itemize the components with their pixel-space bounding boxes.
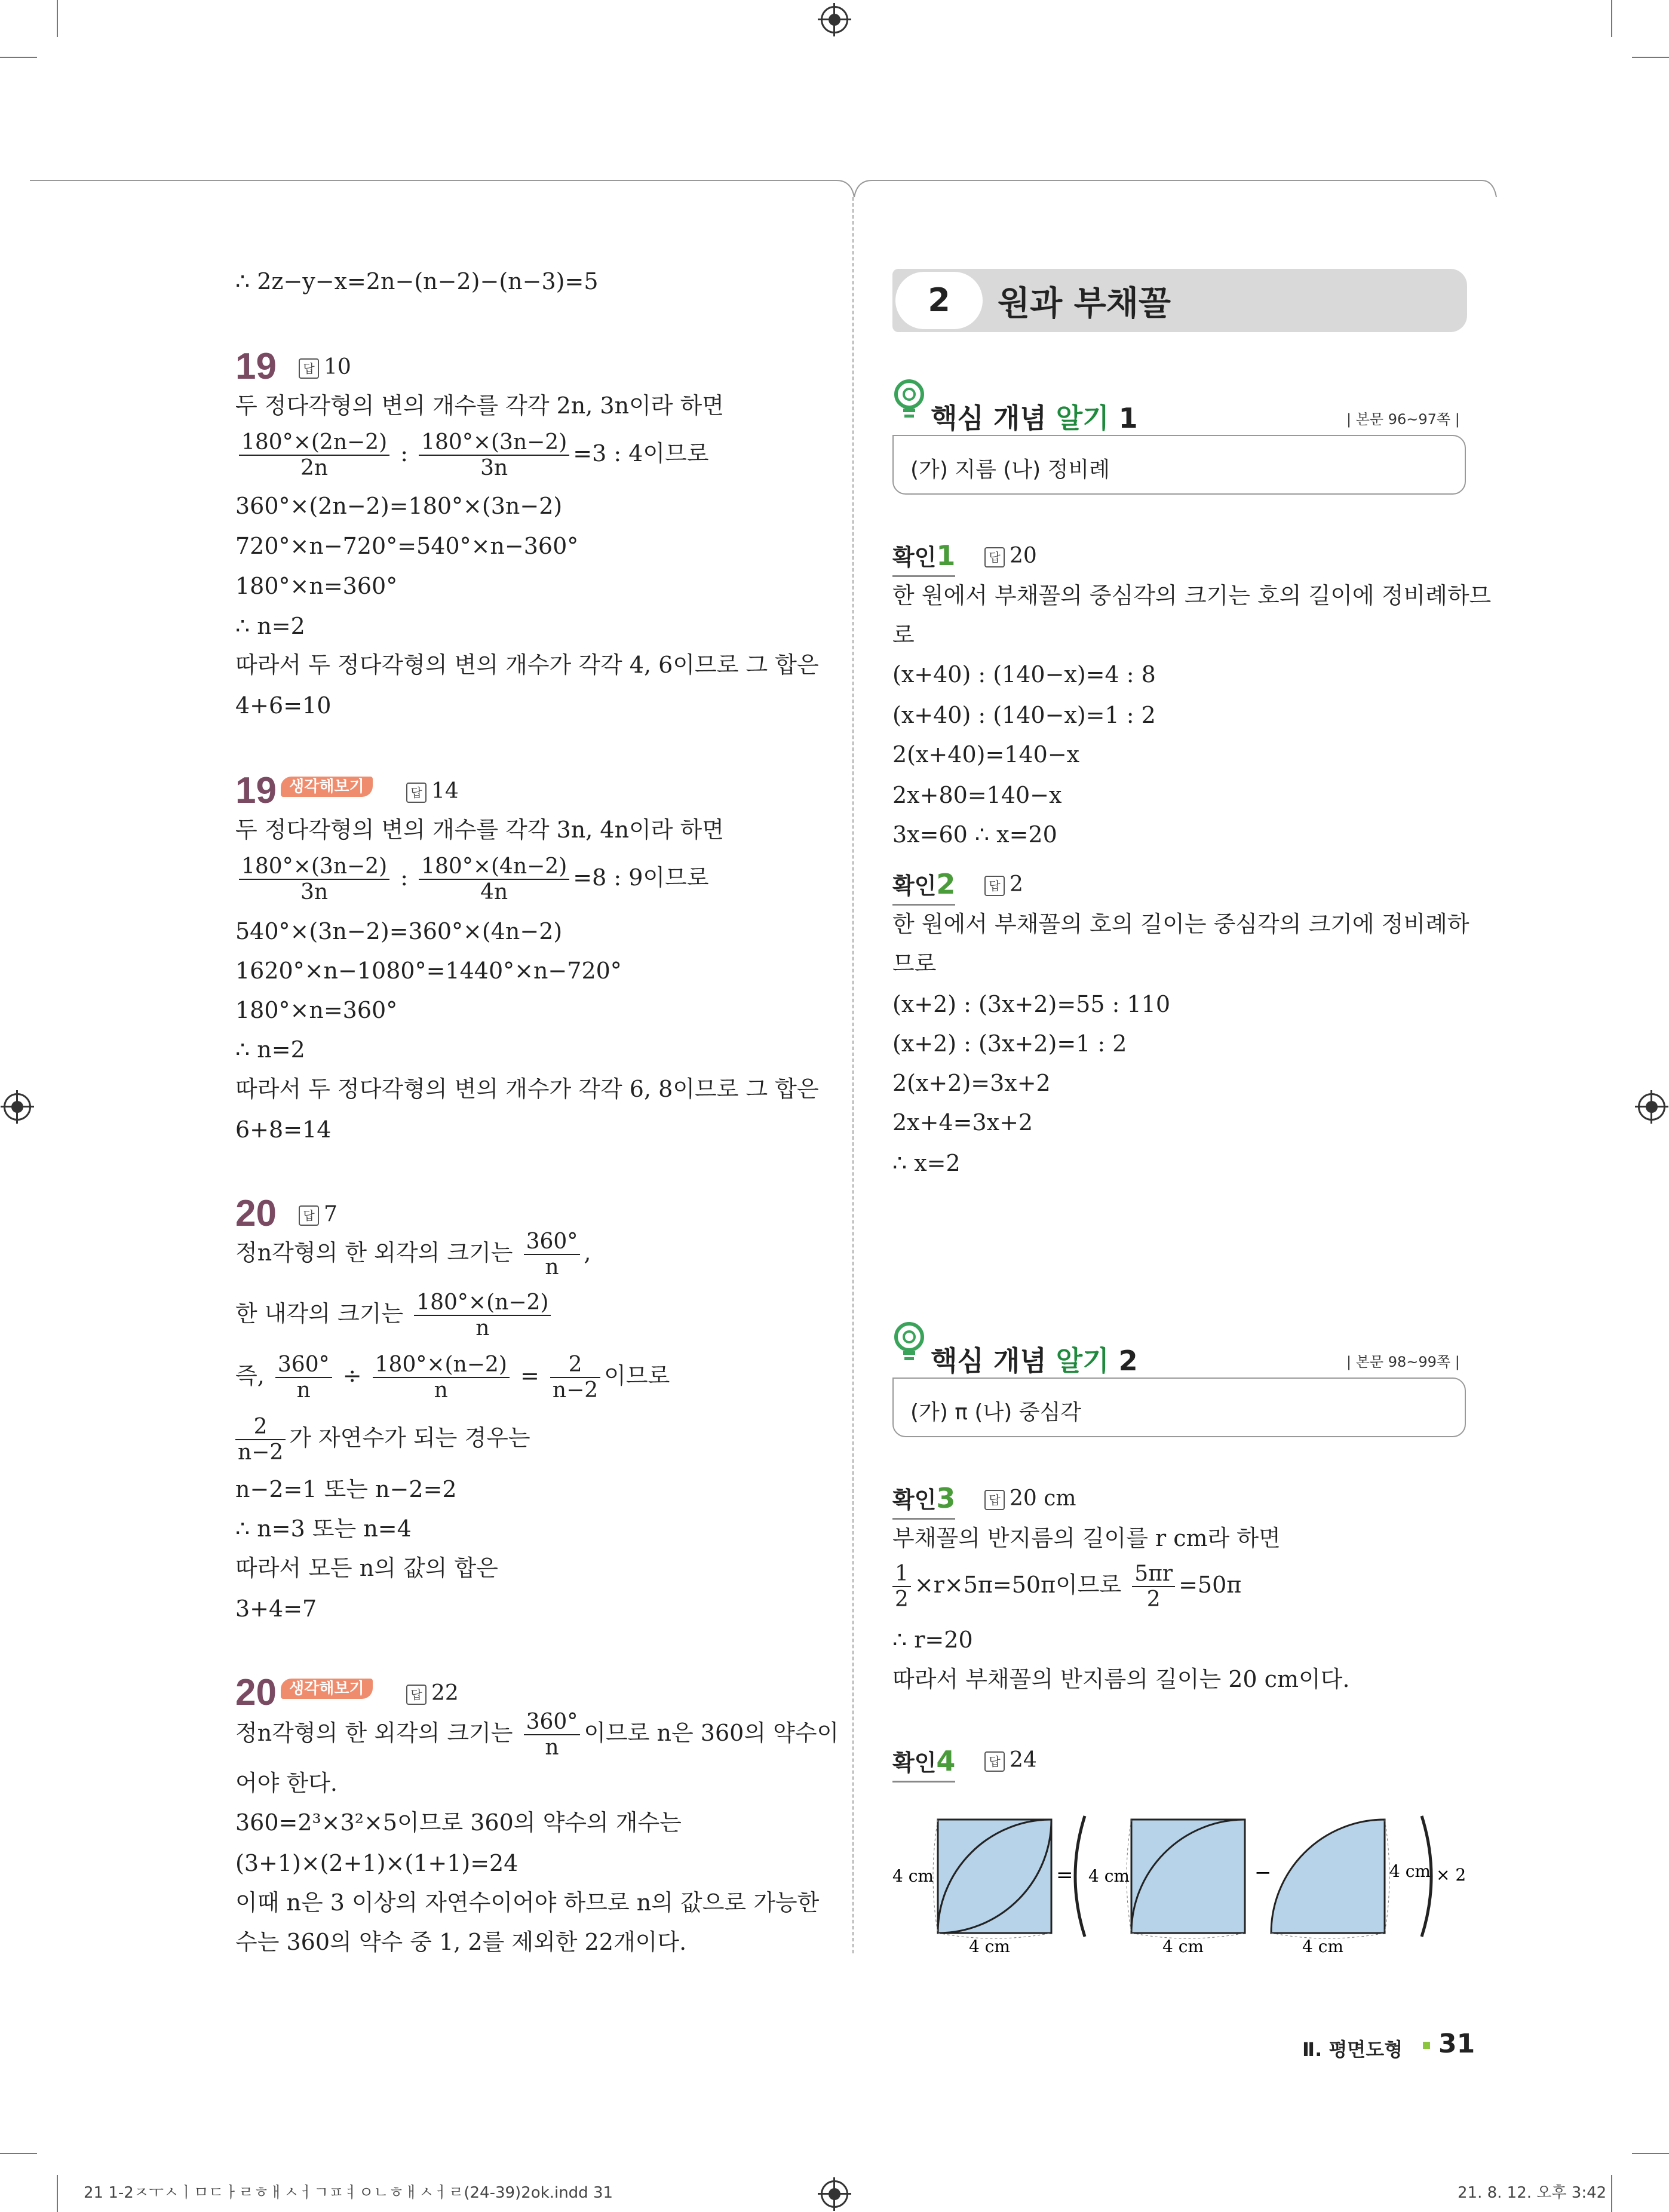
bullet-icon bbox=[1423, 2042, 1430, 2049]
lightbulb-icon bbox=[892, 1321, 928, 1363]
crop-mark bbox=[0, 2153, 37, 2154]
fraction-line: $\frac{1}{2}$ ×r×5π=50π이므로 $\frac{5\pi r}{2}$ =50π bbox=[892, 1561, 1241, 1612]
equation-line: 1620°×n−1080°=1440°×n−720° bbox=[235, 958, 622, 984]
equation-line: 360°×(2n−2)=180°×(3n−2) bbox=[235, 493, 563, 519]
dimension-label: 4 cm bbox=[1302, 1937, 1343, 1956]
equation-line: (x+40) : (140−x)=1 : 2 bbox=[892, 702, 1156, 728]
crop-mark bbox=[1611, 0, 1612, 37]
page-reference: | 본문 96~97쪽 | bbox=[1346, 411, 1460, 428]
equation-line: 180°×n=360° bbox=[235, 997, 398, 1023]
concept-title: 핵심 개념 알기 1 bbox=[931, 402, 1138, 434]
section-number: 2 bbox=[892, 269, 986, 332]
fraction-line: $\frac{2}{n-2}$ 가 자연수가 되는 경우는 bbox=[235, 1415, 530, 1465]
answer-icon: 답 bbox=[299, 1205, 319, 1226]
multiplier: × 2 bbox=[1436, 1865, 1466, 1885]
registration-mark-icon bbox=[821, 6, 848, 33]
crop-mark bbox=[1632, 57, 1669, 58]
fraction-line: $\frac{180^\circ\times(2n-2)}{2n}$ : $\frac{180^\circ\times(3n-2)}{3n}$ =3 : 4이므로 bbox=[235, 430, 709, 481]
text-line: 두 정다각형의 변의 개수를 각각 2n, 3n이라 하면 bbox=[235, 392, 724, 419]
file-name: 21 1-2ㅈㅜㅅㅣㅁㄷㅏㄹㅎㅐㅅㅓㄱㅍㅕㅇㄴㅎㅐㅅㅓㄹ(24-39)2ok.indd 31 bbox=[84, 2184, 613, 2202]
equation-line: ∴ n=2 bbox=[235, 1036, 305, 1063]
equation-line: 180°×n=360° bbox=[235, 573, 398, 599]
answer: 답 22 bbox=[406, 1681, 459, 1705]
answer: 답 20 bbox=[984, 544, 1037, 568]
equation-line: ∴ n=3 또는 n=4 bbox=[235, 1515, 412, 1542]
equation-line: 360=2³×3²×5이므로 360의 약수의 개수는 bbox=[235, 1809, 682, 1836]
equation-line: 6+8=14 bbox=[235, 1116, 332, 1143]
equation-line: 720°×n−720°=540°×n−360° bbox=[235, 533, 579, 559]
text-line: 이때 n은 3 이상의 자연수이어야 하므로 n의 값으로 가능한 bbox=[235, 1889, 820, 1916]
dimension-label: 4 cm bbox=[1162, 1937, 1204, 1956]
check-label: 확인2 bbox=[892, 867, 955, 906]
fraction-line: 즉, $\frac{360^\circ}{n}$ ÷ $\frac{180^\circ\times(n-2)}{n}$ = $\frac{2}{n-2}$ 이므로 bbox=[235, 1352, 670, 1403]
dimension-label: 4 cm bbox=[969, 1937, 1010, 1956]
equation-line: 2x+4=3x+2 bbox=[892, 1109, 1033, 1136]
column-divider bbox=[852, 197, 854, 1953]
shape-quarter-circle bbox=[1271, 1820, 1389, 1938]
equation-line: 3+4=7 bbox=[235, 1596, 317, 1622]
problem-number: 20 bbox=[235, 1193, 277, 1234]
text-line: 한 원에서 부채꼴의 중심각의 크기는 호의 길이에 정비례하므 bbox=[892, 582, 1492, 609]
registration-mark-icon bbox=[1638, 1093, 1665, 1121]
answer: 답 20 cm bbox=[984, 1486, 1076, 1511]
concept-title: 핵심 개념 알기 2 bbox=[931, 1345, 1138, 1377]
text-line: 따라서 두 정다각형의 변의 개수가 각각 4, 6이므로 그 합은 bbox=[235, 652, 819, 678]
print-date: 21. 8. 12. 오후 3:42 bbox=[1458, 2184, 1607, 2202]
text-line: 따라서 모든 n의 값의 합은 bbox=[235, 1555, 498, 1581]
answer-icon: 답 bbox=[984, 876, 1005, 896]
text-line: 부채꼴의 반지름의 길이를 r cm라 하면 bbox=[892, 1525, 1281, 1551]
dimension-label: 4 cm bbox=[1389, 1861, 1431, 1881]
text-line: 수는 360의 약수 중 1, 2를 제외한 22개이다. bbox=[235, 1929, 687, 1955]
check-label: 확인1 bbox=[892, 539, 955, 577]
dimension-label: 4 cm bbox=[1088, 1866, 1130, 1886]
section-title: 원과 부채꼴 bbox=[998, 284, 1171, 323]
answer-icon: 답 bbox=[406, 783, 427, 803]
text-line: 따라서 부채꼴의 반지름의 길이는 20 cm이다. bbox=[892, 1666, 1350, 1692]
area-diagram bbox=[892, 1810, 1466, 1959]
page-number: 31 bbox=[1438, 2029, 1475, 2059]
check-label: 확인3 bbox=[892, 1481, 955, 1520]
chapter-label: Ⅱ. 평면도형 bbox=[1302, 2038, 1403, 2061]
crop-mark bbox=[1611, 2175, 1612, 2212]
text-line: 므로 bbox=[892, 950, 937, 977]
problem-number: 20 bbox=[235, 1672, 277, 1713]
equation-line: 540°×(3n−2)=360°×(4n−2) bbox=[235, 918, 563, 944]
registration-mark-icon bbox=[4, 1093, 31, 1121]
think-tag: 생각해보기 bbox=[281, 777, 373, 797]
answer-icon: 답 bbox=[984, 1490, 1005, 1510]
text-line: 로 bbox=[892, 622, 915, 648]
text-line: 따라서 두 정다각형의 변의 개수가 각각 6, 8이므로 그 합은 bbox=[235, 1076, 819, 1102]
shape-lens bbox=[933, 1820, 1051, 1938]
crop-mark bbox=[0, 57, 37, 58]
fraction-line: 정n각형의 한 외각의 크기는 $\frac{360^\circ}{n}$ 이므로 n은 360의 약수이 bbox=[235, 1710, 839, 1760]
answer: 답 24 bbox=[984, 1748, 1037, 1772]
equation-line: 3x=60 ∴ x=20 bbox=[892, 821, 1057, 848]
crop-mark bbox=[57, 2175, 58, 2212]
answer-icon: 답 bbox=[984, 547, 1005, 567]
dimension-label: 4 cm bbox=[892, 1866, 934, 1886]
check-label: 확인4 bbox=[892, 1744, 955, 1783]
fraction-line: $\frac{180^\circ\times(3n-2)}{3n}$ : $\frac{180^\circ\times(4n-2)}{4n}$ =8 : 9이므로 bbox=[235, 854, 709, 905]
shape-quarter-square bbox=[1127, 1820, 1245, 1938]
equation-line: 2(x+2)=3x+2 bbox=[892, 1070, 1051, 1096]
answer: 답 7 bbox=[299, 1202, 338, 1226]
answer-icon: 답 bbox=[299, 358, 319, 379]
answer-icon: 답 bbox=[406, 1685, 427, 1705]
minus-sign: − bbox=[1254, 1861, 1272, 1885]
lightbulb-icon bbox=[892, 379, 928, 421]
answer: 답 14 bbox=[406, 779, 459, 803]
problem-number: 19 bbox=[235, 770, 277, 811]
answer-icon: 답 bbox=[984, 1751, 1005, 1772]
equation-line: (x+2) : (3x+2)=1 : 2 bbox=[892, 1030, 1127, 1057]
equation-line: ∴ x=2 bbox=[892, 1150, 961, 1176]
equals-sign: = bbox=[1056, 1863, 1073, 1887]
answer: 답 2 bbox=[984, 872, 1023, 897]
crop-mark bbox=[57, 0, 58, 37]
left-paren bbox=[1075, 1816, 1085, 1937]
equation-line: (x+40) : (140−x)=4 : 8 bbox=[892, 661, 1156, 688]
equation-line: ∴ n=2 bbox=[235, 613, 305, 639]
think-tag: 생각해보기 bbox=[281, 1679, 373, 1699]
fraction-line: 한 내각의 크기는 $\frac{180^\circ\times(n-2)}{n}$ bbox=[235, 1290, 554, 1341]
equation-line: ∴ 2z−y−x=2n−(n−2)−(n−3)=5 bbox=[235, 268, 599, 294]
equation-line: 2(x+40)=140−x bbox=[892, 741, 1080, 768]
text-line: 어야 한다. bbox=[235, 1770, 338, 1796]
fraction-line: 정n각형의 한 외각의 크기는 $\frac{360^\circ}{n}$ , bbox=[235, 1229, 591, 1280]
concept-box: (가) π (나) 중심각 bbox=[892, 1377, 1466, 1437]
text-line: 한 원에서 부채꼴의 호의 길이는 중심각의 크기에 정비례하 bbox=[892, 911, 1469, 937]
equation-line: 4+6=10 bbox=[235, 692, 332, 719]
equation-line: n−2=1 또는 n−2=2 bbox=[235, 1476, 457, 1502]
problem-number: 19 bbox=[235, 346, 277, 387]
answer: 답 10 bbox=[299, 355, 351, 379]
page-reference: | 본문 98~99쪽 | bbox=[1346, 1354, 1460, 1370]
text-line: 두 정다각형의 변의 개수를 각각 3n, 4n이라 하면 bbox=[235, 817, 724, 843]
equation-line: ∴ r=20 bbox=[892, 1627, 973, 1653]
header-rule bbox=[0, 173, 1669, 221]
crop-mark bbox=[1632, 2153, 1669, 2154]
registration-mark-icon bbox=[821, 2180, 848, 2208]
concept-box: (가) 지름 (나) 정비례 bbox=[892, 435, 1466, 495]
equation-line: (3+1)×(2+1)×(1+1)=24 bbox=[235, 1850, 519, 1876]
equation-line: (x+2) : (3x+2)=55 : 110 bbox=[892, 991, 1171, 1017]
equation-line: 2x+80=140−x bbox=[892, 782, 1062, 808]
